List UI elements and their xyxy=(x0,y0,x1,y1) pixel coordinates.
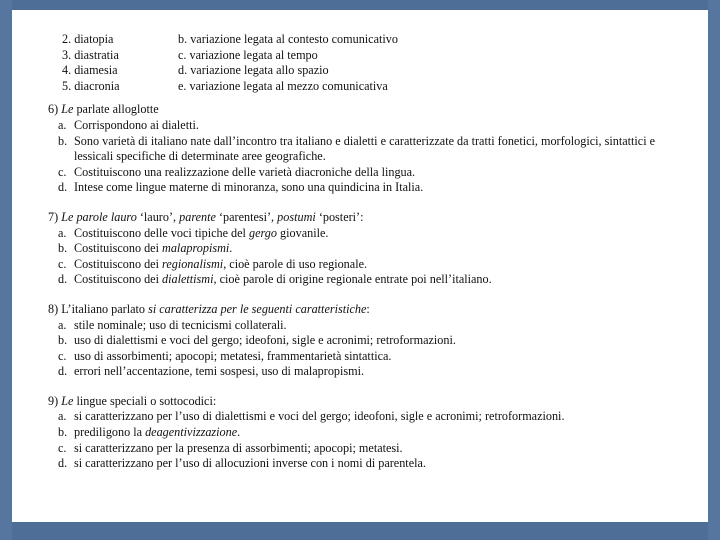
option-text xyxy=(74,272,698,288)
option-text: Intese come lingue materne di minoranza, sono una quindicina in Italia. xyxy=(74,180,424,195)
option-text-part: , cioè parole di origine regionale entrate poi nell’italiano. xyxy=(213,272,492,287)
question-7-title xyxy=(48,210,698,226)
question-number: 8) xyxy=(48,301,59,316)
option-text-part: si caratterizzano per l’uso di allocuzioni inverse con i nomi di parentela. xyxy=(74,456,426,471)
option-text: errori nell’accentazione, temi sospesi, uso di malapropismi. xyxy=(74,364,365,379)
option-a xyxy=(48,318,698,334)
option-a xyxy=(48,118,698,134)
question-title-emphasis: Le xyxy=(61,393,74,408)
option-text xyxy=(74,257,698,273)
question-title-emphasis: Le parole lauro xyxy=(61,209,137,224)
option-text: Sono varietà di italiano nate dall’incontro tra italiano e dialetti e caratterizzate da tratti fonetici, morfologici, sintattici e lessicali specifiche di determinate aree geografiche. xyxy=(74,133,656,164)
option-d xyxy=(48,180,698,196)
option-letter: c. xyxy=(58,348,67,363)
question-title-text: L’italiano parlato xyxy=(58,301,149,316)
option-b xyxy=(48,333,698,349)
option-text xyxy=(74,441,698,457)
option-text-part: . xyxy=(229,241,233,256)
option-letter: d. xyxy=(58,180,68,195)
slide-frame-top xyxy=(0,0,720,10)
question-title-text: parlate alloglotte xyxy=(73,102,159,117)
option-c xyxy=(48,441,698,457)
option-text xyxy=(74,456,698,472)
option-text: uso di dialettismi e voci del gergo; ideofoni, sigle e acronimi; retroformazioni. xyxy=(74,333,456,348)
question-number: 7) xyxy=(48,209,59,224)
question-title-text: ‘parentesi’, xyxy=(215,209,278,224)
option-letter: b. xyxy=(58,241,68,256)
slide-frame-bottom xyxy=(0,522,720,540)
match-definition: b. variazione legata al contesto comunicativo xyxy=(178,32,398,46)
match-row xyxy=(48,79,698,95)
option-text-part: Costituiscono dei xyxy=(74,272,163,287)
option-text: Corrispondono ai dialetti. xyxy=(74,117,199,132)
question-title-text: lingue speciali o sottocodici: xyxy=(73,393,217,408)
match-row xyxy=(48,32,698,48)
option-b xyxy=(48,425,698,441)
question-title-text: ‘lauro’, xyxy=(136,209,180,224)
slide-frame-left xyxy=(0,0,12,540)
option-text-part: prediligono la xyxy=(74,425,146,440)
question-title-text: ‘posteri’: xyxy=(315,209,364,224)
match-definition: d. variazione legata allo spazio xyxy=(178,63,329,78)
match-row xyxy=(48,48,698,64)
option-b xyxy=(48,134,698,165)
question-6-title xyxy=(48,102,698,118)
option-letter: b. xyxy=(58,333,68,348)
question-title-emphasis: postumi xyxy=(277,209,316,224)
match-term: 4. diamesia xyxy=(62,63,118,78)
option-text-part: , cioè parole di uso regionale. xyxy=(223,256,368,271)
option-c xyxy=(48,257,698,273)
match-term: 3. diastratia xyxy=(62,47,119,62)
option-letter: b. xyxy=(58,133,68,148)
question-9-title xyxy=(48,394,698,410)
document-content xyxy=(48,32,698,472)
option-letter: a. xyxy=(58,409,67,424)
option-letter: c. xyxy=(58,164,67,179)
option-text-emphasis: deagentivizzazione xyxy=(145,425,238,440)
option-c xyxy=(48,165,698,181)
match-row xyxy=(48,63,698,79)
option-letter: c. xyxy=(58,440,67,455)
option-a xyxy=(48,226,698,242)
question-9 xyxy=(48,394,698,472)
option-b xyxy=(48,241,698,257)
option-text-part: Costituiscono dei xyxy=(74,256,163,271)
option-text: Costituiscono una realizzazione delle varietà diacroniche della lingua. xyxy=(74,164,416,179)
question-title-text: : xyxy=(366,301,370,316)
option-d xyxy=(48,456,698,472)
match-term: 5. diacronia xyxy=(62,78,120,93)
option-text-part: giovanile. xyxy=(276,225,329,240)
question-8-title xyxy=(48,302,698,318)
option-letter: c. xyxy=(58,256,67,271)
option-text-part: Costituiscono delle voci tipiche del xyxy=(74,225,249,240)
option-letter: d. xyxy=(58,364,68,379)
option-text-emphasis: malapropismi xyxy=(162,241,230,256)
option-text xyxy=(74,425,698,441)
option-text-emphasis: gergo xyxy=(249,225,277,240)
option-letter: a. xyxy=(58,225,67,240)
match-term: 2. diatopia xyxy=(62,32,114,46)
match-definition: c. variazione legata al tempo xyxy=(178,47,318,62)
option-letter: a. xyxy=(58,317,67,332)
option-d xyxy=(48,364,698,380)
slide-frame-right xyxy=(708,0,720,540)
match-list xyxy=(48,32,698,94)
option-d xyxy=(48,272,698,288)
option-letter: b. xyxy=(58,425,68,440)
question-title-emphasis: si caratterizza per le seguenti caratteristiche xyxy=(148,301,367,316)
option-text-part: si caratterizzano per la presenza di assorbimenti; apocopi; metatesi. xyxy=(74,440,403,455)
option-text: uso di assorbimenti; apocopi; metatesi, frammentarietà sintattica. xyxy=(74,348,392,363)
option-text xyxy=(74,241,698,257)
option-text-emphasis: dialettismi xyxy=(162,272,214,287)
option-text-part: si caratterizzano per l’uso di dialettismi e voci del gergo; ideofoni, sigle e acronimi; retroformazioni. xyxy=(74,409,565,424)
option-text xyxy=(74,226,698,242)
question-number: 9) xyxy=(48,393,59,408)
option-text: stile nominale; uso di tecnicismi collaterali. xyxy=(74,317,287,332)
question-8 xyxy=(48,302,698,380)
option-c xyxy=(48,349,698,365)
question-6 xyxy=(48,102,698,196)
option-text-part: Costituiscono dei xyxy=(74,241,163,256)
question-title-emphasis: parente xyxy=(179,209,216,224)
question-7 xyxy=(48,210,698,288)
option-letter: a. xyxy=(58,117,67,132)
option-letter: d. xyxy=(58,456,68,471)
option-text xyxy=(74,409,698,425)
question-number: 6) xyxy=(48,102,59,117)
option-text-part: . xyxy=(237,425,241,440)
question-title-emphasis: Le xyxy=(61,102,74,117)
option-text-emphasis: regionalismi xyxy=(162,256,224,271)
document-page xyxy=(12,10,708,522)
match-definition: e. variazione legata al mezzo comunicativa xyxy=(178,78,388,93)
option-letter: d. xyxy=(58,272,68,287)
option-a xyxy=(48,409,698,425)
